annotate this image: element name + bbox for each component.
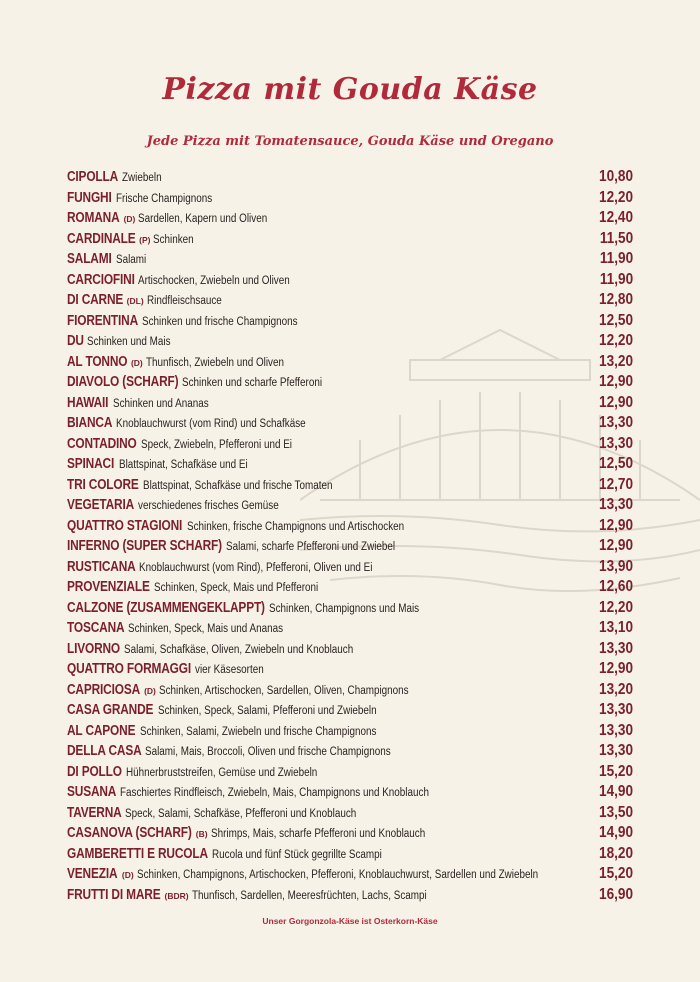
menu-item-left bbox=[67, 579, 345, 595]
menu-item bbox=[67, 619, 633, 640]
menu-item bbox=[67, 455, 633, 476]
menu-item-left bbox=[67, 210, 289, 226]
menu-item-price: 12,40 bbox=[598, 209, 633, 226]
menu-item-left bbox=[67, 723, 415, 739]
menu-item-description: Schinken bbox=[153, 233, 195, 246]
menu-item-price: 12,60 bbox=[598, 578, 633, 595]
menu-item-description: Salami, Schafkäse, Oliven, Zwiebeln und Knoblauch bbox=[123, 643, 353, 656]
menu-item-price: 12,90 bbox=[598, 537, 633, 554]
menu-item-left bbox=[67, 231, 201, 247]
menu-item-price: 12,50 bbox=[598, 311, 633, 329]
menu-item-price: 13,30 bbox=[598, 701, 633, 718]
menu-item-name: FIORENTINA bbox=[67, 312, 139, 329]
menu-item-name: CAPRICIOSA bbox=[67, 681, 141, 698]
menu-item bbox=[67, 414, 633, 435]
menu-item-description: Schinken, Speck, Salami, Pfefferoni und Zwiebeln bbox=[157, 705, 377, 717]
menu-item-name: LIVORNO bbox=[67, 640, 121, 657]
menu-item bbox=[67, 435, 633, 456]
menu-item-description: verschiedenes frisches Gemüse bbox=[137, 500, 279, 512]
menu-item-price: 13,30 bbox=[598, 742, 633, 759]
menu-item-price: 13,10 bbox=[598, 619, 633, 636]
menu-item bbox=[67, 783, 633, 804]
menu-item-name: TAVERNA bbox=[67, 804, 122, 821]
menu-item bbox=[67, 394, 633, 415]
menu-item-price: 13,20 bbox=[598, 352, 633, 370]
menu-item-name: DU bbox=[67, 333, 84, 349]
menu-item bbox=[67, 476, 633, 497]
menu-item-description: Schinken, Champignons, Artischocken, Pfefferoni, Knoblauchwurst, Sardellen und Zwiebeln bbox=[136, 869, 538, 881]
menu-item bbox=[67, 660, 633, 681]
menu-item-name: SUSANA bbox=[67, 784, 117, 800]
menu-item-description: Schinken, Artischocken, Sardellen, Oliven, Champignons bbox=[158, 684, 409, 697]
menu-item-left bbox=[67, 661, 275, 677]
menu-item-price: 12,50 bbox=[598, 455, 633, 472]
menu-item bbox=[67, 578, 633, 599]
menu-item-left bbox=[67, 272, 315, 288]
menu-item-description: Thunfisch, Sardellen, Meeresfrüchten, Lachs, Scampi bbox=[191, 889, 427, 902]
menu-item-name: CASANOVA (SCHARF) bbox=[67, 825, 192, 841]
menu-item-description: Rindfleischsauce bbox=[146, 295, 222, 307]
menu-item-name: CARCIOFINI bbox=[67, 271, 135, 288]
menu-item-description: vier Käsesorten bbox=[195, 664, 264, 676]
allergen-code: (D) bbox=[144, 685, 156, 696]
menu-item-description: Blattspinat, Schafkäse und Ei bbox=[118, 459, 248, 471]
menu-item-left bbox=[67, 600, 444, 616]
menu-item-price: 15,20 bbox=[598, 762, 633, 780]
menu-item-left bbox=[67, 456, 268, 472]
menu-item bbox=[67, 681, 633, 702]
menu-item-left bbox=[67, 559, 411, 575]
menu-item bbox=[67, 886, 633, 907]
menu-item-name: CARDINALE bbox=[67, 230, 136, 247]
menu-item-price: 14,90 bbox=[598, 824, 633, 841]
menu-item-name: SALAMI bbox=[67, 251, 112, 267]
menu-item-left bbox=[67, 887, 465, 903]
menu-item-left bbox=[67, 169, 168, 185]
menu-item-description: Hühnerbruststreifen, Gemüse und Zwiebeln bbox=[125, 766, 318, 779]
menu-item-left bbox=[67, 846, 409, 862]
menu-item-name: QUATTRO FORMAGGI bbox=[67, 661, 191, 677]
menu-item-price: 15,20 bbox=[598, 865, 633, 882]
menu-item-description: Rucola und fünf Stück gegrillte Scampi bbox=[211, 848, 382, 861]
menu-item-price: 13,90 bbox=[598, 557, 633, 575]
menu-item-description: Thunfisch, Zwiebeln und Oliven bbox=[145, 356, 284, 369]
allergen-code: (D) bbox=[130, 357, 143, 368]
menu-item-name: DI POLLO bbox=[67, 763, 122, 780]
menu-item-description: Sardellen, Kapern und Oliven bbox=[138, 213, 268, 225]
menu-item-price: 13,50 bbox=[598, 803, 633, 821]
menu-item-left bbox=[67, 641, 390, 657]
menu-item-price: 11,50 bbox=[599, 229, 633, 247]
menu-item-left bbox=[67, 292, 234, 308]
menu-item-name: AL TONNO bbox=[67, 353, 128, 370]
menu-item bbox=[67, 763, 633, 784]
allergen-code: (DL) bbox=[126, 296, 144, 306]
menu-item-price: 18,20 bbox=[598, 844, 633, 862]
menu-item-left bbox=[67, 784, 480, 800]
menu-item-name: DI CARNE bbox=[67, 292, 124, 308]
menu-item-left bbox=[67, 354, 306, 370]
menu-item-left bbox=[67, 743, 431, 759]
menu-item-description: Knoblauchwurst (vom Rind) und Schafkäse bbox=[116, 418, 307, 430]
menu-item bbox=[67, 845, 633, 866]
menu-item-name: VEGETARIA bbox=[67, 497, 135, 513]
menu-item bbox=[67, 865, 633, 886]
menu-item-price: 13,30 bbox=[598, 434, 633, 452]
menu-item-description: Schinken und Ananas bbox=[112, 397, 209, 410]
menu-item-price: 10,80 bbox=[598, 168, 633, 185]
menu-item-left bbox=[67, 764, 348, 780]
menu-item-description: Shrimps, Mais, scharfe Pfefferoni und Knoblauch bbox=[210, 828, 425, 840]
menu-item-description: Speck, Salami, Schafkäse, Pfefferoni und Knoblauch bbox=[125, 807, 357, 820]
menu-item-price: 11,90 bbox=[599, 250, 633, 267]
menu-item-left bbox=[67, 702, 412, 718]
menu-item bbox=[67, 742, 633, 763]
menu-item bbox=[67, 332, 633, 353]
allergen-code: (D) bbox=[121, 870, 134, 880]
menu-item bbox=[67, 804, 633, 825]
menu-item-description: Schinken, Speck, Mais und Ananas bbox=[128, 623, 284, 635]
page-title: Pizza mit Gouda Käse bbox=[162, 72, 538, 107]
menu-item-price: 14,90 bbox=[598, 783, 633, 800]
menu-item-price: 12,20 bbox=[598, 598, 633, 616]
menu-item-left bbox=[67, 825, 460, 841]
menu-item-description: Artischocken, Zwiebeln und Oliven bbox=[138, 274, 291, 287]
menu-item-name: CONTADINO bbox=[67, 435, 137, 452]
menu-item-name: INFERNO (SUPER SCHARF) bbox=[67, 538, 222, 554]
menu-item-price: 12,80 bbox=[598, 291, 633, 308]
menu-item-price: 13,30 bbox=[598, 414, 633, 431]
page-subtitle: Jede Pizza mit Tomatensauce, Gouda Käse und Oregano bbox=[146, 134, 554, 149]
menu-item-name: CASA GRANDE bbox=[67, 702, 154, 718]
menu-item bbox=[67, 230, 633, 251]
menu-item bbox=[67, 824, 633, 845]
menu-item-left bbox=[67, 374, 345, 390]
menu-item-left bbox=[67, 251, 151, 267]
menu-item-name: VENEZIA bbox=[67, 866, 118, 882]
menu-item-price: 12,20 bbox=[598, 188, 633, 206]
menu-item-left bbox=[67, 497, 301, 513]
menu-item-name: DELLA CASA bbox=[67, 743, 142, 759]
menu-item-price: 13,30 bbox=[598, 639, 633, 657]
menu-item-name: CIPOLLA bbox=[67, 169, 119, 185]
menu-item-left bbox=[67, 395, 224, 411]
menu-item bbox=[67, 373, 633, 394]
menu-item bbox=[67, 271, 633, 292]
menu-item bbox=[67, 189, 633, 210]
menu-item-description: Speck, Zwiebeln, Pfefferoni und Ei bbox=[140, 438, 292, 451]
menu-item-description: Schinken und Mais bbox=[87, 336, 171, 348]
menu-item-name: FRUTTI DI MARE bbox=[67, 886, 161, 903]
menu-item-description: Faschiertes Rindfleisch, Zwiebeln, Mais, Champignons und Knoblauch bbox=[120, 787, 430, 799]
footer-note: Unser Gorgonzola-Käse ist Osterkorn-Käse bbox=[262, 916, 438, 926]
menu-item-description: Schinken, Speck, Mais und Pfefferoni bbox=[153, 582, 318, 594]
menu-item-name: CALZONE (ZUSAMMENGEKLAPPT) bbox=[67, 599, 265, 616]
menu-item-description: Schinken, frische Champignons und Artischocken bbox=[186, 520, 404, 533]
menu-item bbox=[67, 291, 633, 312]
menu-item-description: Schinken und scharfe Pfefferoni bbox=[182, 377, 323, 389]
menu-item-description: Zwiebeln bbox=[122, 172, 162, 184]
menu-item-description: Blattspinat, Schafkäse und frische Tomaten bbox=[143, 479, 333, 492]
menu-item bbox=[67, 701, 633, 722]
menu-item-price: 12,90 bbox=[598, 393, 633, 411]
allergen-code: (D) bbox=[123, 214, 136, 224]
menu-item-left bbox=[67, 415, 337, 431]
menu-item bbox=[67, 558, 633, 579]
menu-item-left bbox=[67, 477, 363, 493]
menu-item-description: Salami, Mais, Broccoli, Oliven und frische Champignons bbox=[145, 746, 392, 758]
menu-item-description: Knoblauchwurst (vom Rind), Pfefferoni, Oliven und Ei bbox=[139, 561, 373, 574]
menu-item-left bbox=[67, 313, 323, 329]
menu-item-price: 11,90 bbox=[599, 270, 633, 288]
menu-item-name: BIANCA bbox=[67, 415, 113, 431]
menu-item-price: 13,30 bbox=[598, 496, 633, 513]
menu-item bbox=[67, 209, 633, 230]
allergen-code: (BDR) bbox=[164, 890, 189, 901]
menu-item-price: 13,30 bbox=[598, 721, 633, 739]
menu-item-price: 12,90 bbox=[598, 516, 633, 534]
menu-item-name: HAWAII bbox=[67, 394, 109, 411]
menu-item-price: 13,20 bbox=[598, 680, 633, 698]
pizza-menu-list bbox=[67, 168, 633, 906]
menu-item bbox=[67, 722, 633, 743]
menu-item-name: QUATTRO STAGIONI bbox=[67, 517, 183, 534]
menu-item-price: 12,90 bbox=[598, 373, 633, 390]
menu-item-left bbox=[67, 333, 185, 349]
menu-item bbox=[67, 517, 633, 538]
menu-item bbox=[67, 640, 633, 661]
menu-item-description: Schinken, Salami, Zwiebeln und frische Champignons bbox=[139, 725, 377, 738]
menu-item-name: RUSTICANA bbox=[67, 558, 136, 575]
allergen-code: (P) bbox=[139, 234, 151, 245]
menu-item-description: Schinken, Champignons und Mais bbox=[269, 602, 420, 615]
menu-item-price: 12,20 bbox=[598, 332, 633, 349]
menu-item-name: ROMANA bbox=[67, 210, 120, 226]
menu-item bbox=[67, 312, 633, 333]
menu-item-description: Salami, scharfe Pfefferoni und Zwiebel bbox=[225, 541, 396, 553]
menu-item bbox=[67, 353, 633, 374]
menu-item-left bbox=[67, 866, 593, 882]
menu-item-price: 16,90 bbox=[598, 885, 633, 903]
menu-item-name: DIAVOLO (SCHARF) bbox=[67, 374, 179, 390]
menu-item-description: Salami bbox=[116, 254, 147, 266]
menu-item-name: GAMBERETTI E RUCOLA bbox=[67, 845, 208, 862]
allergen-code: (B) bbox=[195, 829, 208, 839]
menu-item-name: TRI COLORE bbox=[67, 476, 139, 493]
menu-item bbox=[67, 537, 633, 558]
menu-item-name: PROVENZIALE bbox=[67, 579, 150, 595]
menu-item-name: AL CAPONE bbox=[67, 722, 136, 739]
menu-item-name: TOSCANA bbox=[67, 620, 125, 636]
menu-item-price: 12,90 bbox=[598, 660, 633, 677]
menu-item-left bbox=[67, 682, 449, 698]
menu-item bbox=[67, 168, 633, 189]
menu-item-left bbox=[67, 190, 228, 206]
menu-item-left bbox=[67, 805, 394, 821]
menu-item-name: SPINACI bbox=[67, 456, 115, 472]
menu-item-left bbox=[67, 436, 316, 452]
menu-item-left bbox=[67, 538, 423, 554]
menu-item-left bbox=[67, 620, 309, 636]
menu-item bbox=[67, 599, 633, 620]
menu-item bbox=[67, 496, 633, 517]
menu-item-description: Frische Champignons bbox=[116, 192, 213, 205]
menu-item bbox=[67, 250, 633, 271]
menu-item-name: FUNGHI bbox=[67, 189, 112, 206]
menu-item-description: Schinken und frische Champignons bbox=[141, 315, 298, 328]
menu-item-left bbox=[67, 518, 439, 534]
menu-item-price: 12,70 bbox=[598, 475, 633, 493]
